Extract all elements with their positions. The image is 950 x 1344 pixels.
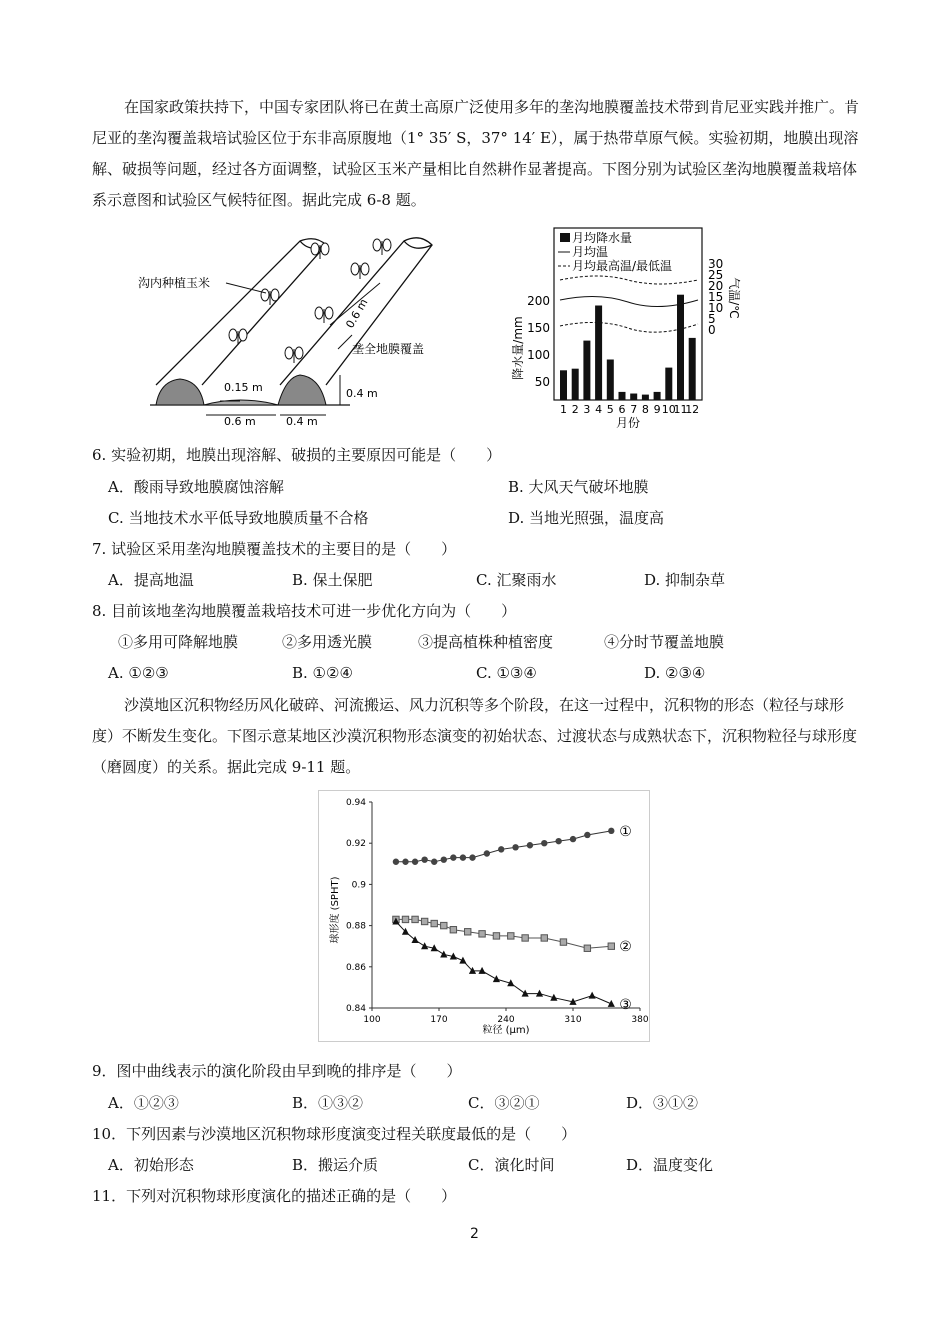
q8-item-4: ④分时节覆盖地膜 — [604, 633, 725, 651]
sph-ytick: 0.94 — [345, 798, 366, 808]
q6-option-a[interactable]: A．酸雨导致地膜腐蚀溶解 — [108, 478, 284, 496]
series-1-point — [527, 842, 533, 848]
series-2-point — [522, 935, 528, 941]
series-1-point — [450, 854, 456, 860]
series-2-point — [493, 933, 499, 939]
ridge-furrow-diagram — [120, 225, 460, 430]
legend-maxmin: 月均最高温/最低温 — [572, 259, 673, 273]
series-1-point — [512, 844, 518, 850]
q8-item-1: ①多用可降解地膜 — [118, 633, 239, 651]
precip-bar-9 — [654, 392, 661, 400]
label-film: 垄全地膜覆盖 — [352, 342, 425, 356]
sph-xtick: 240 — [497, 1015, 515, 1025]
series-2-point — [608, 943, 614, 949]
month-tick: 2 — [571, 403, 579, 416]
series-2-point — [450, 927, 456, 933]
precip-bar-6 — [619, 392, 626, 400]
month-tick: 10 — [661, 403, 676, 416]
sph-xtick: 310 — [564, 1015, 582, 1025]
series-1-point — [412, 859, 418, 865]
precip-bar-5 — [607, 360, 614, 401]
q10-option-d[interactable]: D．温度变化 — [626, 1156, 714, 1174]
temp-tick: 25 — [708, 268, 724, 282]
series-2-point — [508, 933, 514, 939]
dim-04-bottom: 0.4 m — [286, 415, 318, 428]
series-1-point — [584, 832, 590, 838]
precip-tick: 150 — [527, 321, 550, 335]
temp-tick: 20 — [708, 279, 724, 293]
series-2-point — [412, 916, 418, 922]
label-corn: 沟内种植玉米 — [138, 276, 211, 290]
climate-ylabel-right: 气温/℃ — [727, 277, 741, 319]
series-1-point — [393, 859, 399, 865]
q9-option-d[interactable]: D．③①② — [626, 1094, 699, 1112]
dim-015: 0.15 m — [224, 381, 263, 394]
page-number: 2 — [470, 1226, 479, 1242]
temp-tick: 5 — [708, 312, 716, 326]
series-1-point — [431, 859, 437, 865]
q11-stem: 11．下列对沉积物球形度演化的描述正确的是（ ） — [92, 1187, 457, 1205]
dim-04-height: 0.4 m — [346, 387, 378, 400]
series-2-point — [465, 929, 471, 935]
series-2-point — [584, 945, 590, 951]
series-1-point — [541, 840, 547, 846]
climate-xlabel: 月份 — [615, 416, 641, 430]
sph-ytick: 0.9 — [351, 880, 366, 891]
temp-tick: 0 — [708, 323, 716, 337]
q10-option-c[interactable]: C．演化时间 — [468, 1156, 555, 1174]
month-tick: 12 — [685, 403, 700, 416]
sph-xtick: 100 — [363, 1015, 381, 1025]
q10-stem: 10．下列因素与沙漠地区沉积物球形度演变过程关联度最低的是（ ） — [92, 1125, 577, 1143]
intro-paragraph-1: 在国家政策扶持下，中国专家团队将已在黄土高原广泛使用多年的垄沟地膜覆盖技术带到肯尼亚实践并推广。肯尼亚的垄沟覆盖栽培试验区位于东非高原腹地（1° 35′ S，37° 14′ E），属于热带草原气候。实验初期，地膜出现溶解、破损等问题，经过各方面调整，试验区玉米产量相比自然耕作显著提高。下图分别为试验区垄沟地膜覆盖栽培体系示意图和试验区气候特征图。据此完成 6-8 题。 — [92, 98, 860, 209]
q7-stem: 7. 试验区采用垄沟地膜覆盖技术的主要目的是（ ） — [92, 540, 457, 558]
series-1-point — [402, 859, 408, 865]
precip-bar-4 — [595, 306, 602, 401]
temp-tick: 30 — [708, 257, 724, 271]
q9-option-a[interactable]: A．①②③ — [108, 1094, 179, 1112]
q10-option-a[interactable]: A．初始形态 — [108, 1156, 194, 1174]
precip-bar-10 — [665, 368, 672, 400]
climate-ylabel-left: 降水量/mm — [511, 316, 525, 380]
series-1-point — [484, 850, 490, 856]
q7-option-d[interactable]: D. 抑制杂草 — [644, 571, 726, 589]
q7-option-a[interactable]: A．提高地温 — [108, 571, 194, 589]
series-1-point — [469, 854, 475, 860]
precip-bar-8 — [642, 395, 649, 400]
temp-tick: 15 — [708, 290, 724, 304]
series-2-point — [441, 922, 447, 928]
month-tick: 6 — [618, 403, 626, 416]
sph-ytick: 0.92 — [345, 839, 366, 850]
month-tick: 7 — [630, 403, 638, 416]
precip-bar-7 — [630, 394, 637, 400]
series-1-point — [441, 856, 447, 862]
q7-option-b[interactable]: B. 保土保肥 — [292, 571, 373, 589]
q7-option-c[interactable]: C. 汇聚雨水 — [476, 571, 557, 589]
month-tick: 4 — [595, 403, 603, 416]
series-1-point — [460, 854, 466, 860]
sph-ytick: 0.88 — [345, 921, 366, 932]
q9-option-b[interactable]: B．①③② — [292, 1094, 364, 1112]
intro-paragraph-2: 沙漠地区沉积物经历风化破碎、河流搬运、风力沉积等多个阶段，在这一过程中，沉积物的形态（粒径与球形度）不断发生变化。下图示意某地区沙漠沉积物形态演变的初始状态、过渡状态与成熟状态下，沉积物粒径与球形度（磨圆度）的关系。据此完成 9-11 题。 — [92, 696, 858, 776]
series-label-3: ③ — [619, 996, 632, 1013]
sph-xtick: 170 — [430, 1015, 448, 1025]
sph-ylabel: 球形度 (SPHT) — [330, 876, 341, 944]
q8-option-b[interactable]: B. ①②④ — [292, 664, 353, 682]
series-1-point — [498, 846, 504, 852]
series-1-point — [421, 856, 427, 862]
q10-option-b[interactable]: B．搬运介质 — [292, 1156, 379, 1174]
precip-bar-1 — [560, 370, 567, 400]
q6-option-c[interactable]: C. 当地技术水平低导致地膜质量不合格 — [108, 509, 369, 527]
q8-option-c[interactable]: C. ①③④ — [476, 664, 537, 682]
dim-06-bottom: 0.6 m — [224, 415, 256, 428]
month-tick: 5 — [606, 403, 614, 416]
q8-option-a[interactable]: A. ①②③ — [108, 664, 169, 682]
month-tick: 8 — [641, 403, 649, 416]
sphericity-chart — [318, 790, 650, 1042]
sph-ytick: 0.84 — [345, 1004, 366, 1014]
q9-option-c[interactable]: C．③②① — [468, 1094, 540, 1112]
series-1-point — [608, 828, 614, 834]
month-tick: 1 — [560, 403, 567, 416]
legend-temp: 月均温 — [572, 245, 609, 259]
precip-bar-11 — [677, 295, 684, 400]
precip-tick: 100 — [527, 348, 550, 362]
series-1-point — [555, 838, 561, 844]
q9-stem: 9．图中曲线表示的演化阶段由早到晚的排序是（ ） — [92, 1062, 462, 1080]
dim-06-top: 0.6 m — [343, 296, 371, 331]
precip-bar-12 — [689, 338, 696, 400]
series-2-point — [560, 939, 566, 945]
precip-tick: 50 — [534, 375, 550, 389]
series-2-point — [541, 935, 547, 941]
sph-xtick: 380 — [631, 1015, 649, 1025]
series-label-2: ② — [619, 939, 632, 956]
series-2-point — [431, 920, 437, 926]
precip-bar-3 — [583, 341, 590, 400]
series-1-point — [570, 836, 576, 842]
sph-xlabel: 粒径 (μm) — [482, 1025, 530, 1036]
q8-item-3: ③提高植株种植密度 — [418, 633, 554, 651]
q6-option-d[interactable]: D. 当地光照强，温度高 — [508, 509, 665, 527]
month-tick: 9 — [653, 403, 661, 416]
series-2-point — [479, 931, 485, 937]
precip-bar-2 — [572, 369, 579, 400]
q6-stem: 6. 实验初期，地膜出现溶解、破损的主要原因可能是（ ） — [92, 446, 502, 464]
month-tick: 11 — [673, 403, 688, 416]
month-tick: 3 — [583, 403, 591, 416]
legend-precip: 月均降水量 — [572, 231, 633, 245]
q8-stem: 8. 目前该地垄沟地膜覆盖栽培技术可进一步优化方向为（ ） — [92, 602, 517, 620]
climate-chart — [508, 228, 741, 433]
sph-ytick: 0.86 — [345, 962, 366, 973]
series-2-point — [421, 918, 427, 924]
q8-item-2: ②多用透光膜 — [282, 633, 373, 651]
precip-tick: 200 — [527, 294, 550, 308]
series-2-point — [402, 916, 408, 922]
q8-option-d[interactable]: D. ②③④ — [644, 664, 706, 682]
q6-option-b[interactable]: B. 大风天气破坏地膜 — [508, 478, 649, 496]
series-label-1: ① — [619, 823, 632, 840]
temp-tick: 10 — [708, 301, 724, 315]
